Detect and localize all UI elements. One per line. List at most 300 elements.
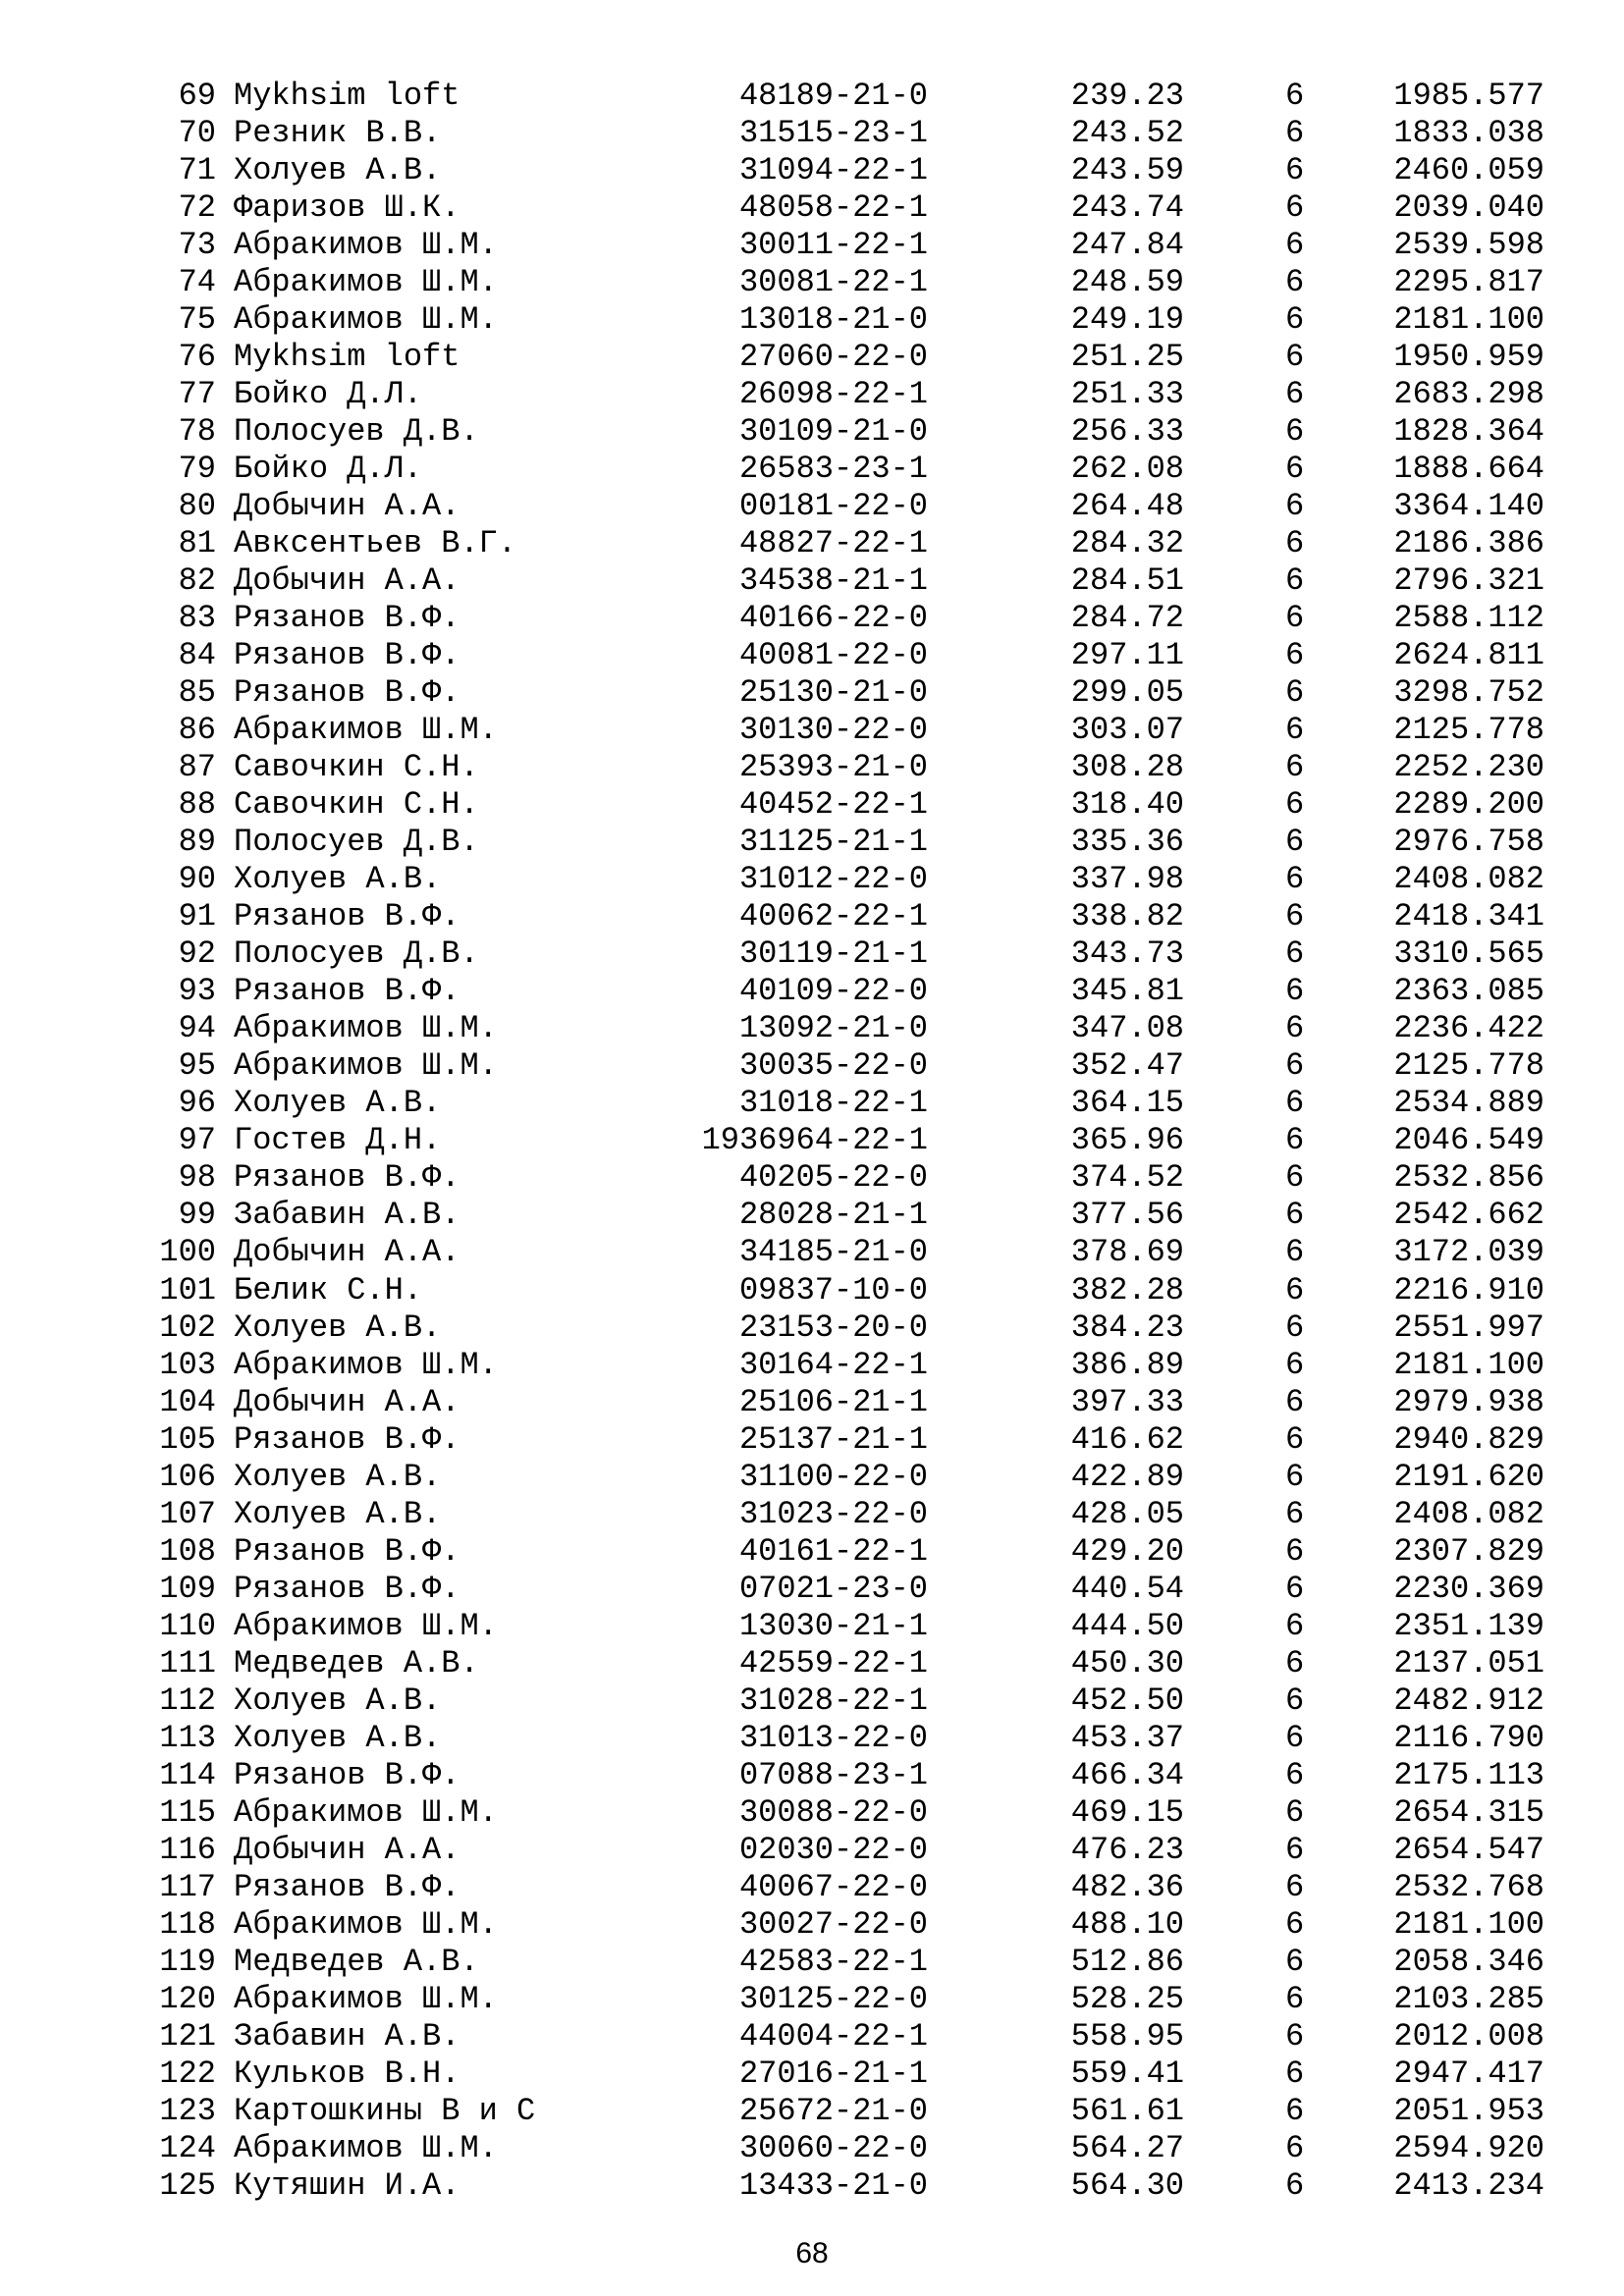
table-row [0,1384,1624,1421]
owner-name: Картошкины В и С [234,2092,536,2129]
amount-value: 2137.051 [1393,1644,1544,1682]
owner-name: Абракимов Ш.М. [234,1980,498,2017]
record-code: 28028-21-1 [738,1197,928,1234]
amount-value: 2307.829 [1393,1532,1544,1570]
record-code: 42583-22-1 [738,1943,928,1980]
owner-name: Абракимов Ш.М. [234,1793,498,1831]
category-value: 6 [1285,78,1305,114]
table-row [0,189,1624,227]
area-value: 284.32 [1070,525,1184,562]
amount-value: 3310.565 [1393,935,1544,973]
area-value: 428.05 [1070,1495,1184,1532]
table-row [0,525,1624,562]
record-code: 48058-22-1 [738,189,928,227]
area-value: 347.08 [1070,1010,1184,1047]
category-value: 6 [1285,1532,1305,1570]
area-value: 239.23 [1070,78,1184,114]
area-value: 297.11 [1070,637,1184,674]
table-row [0,264,1624,301]
table-row [0,1496,1624,1533]
row-number: 70 [178,115,216,152]
area-value: 452.50 [1070,1682,1184,1719]
category-value: 6 [1285,1644,1305,1682]
row-number: 99 [178,1197,216,1234]
table-row [0,376,1624,413]
category-value: 6 [1285,1234,1305,1271]
table-row [0,413,1624,451]
table-row [0,2056,1624,2093]
owner-name: Холуев А.В. [234,1085,442,1122]
table-row [0,1347,1624,1384]
owner-name: Кутяшин И.А. [234,2166,460,2204]
table-row [0,1085,1624,1122]
row-number: 106 [159,1458,216,1495]
area-value: 512.86 [1070,1943,1184,1980]
category-value: 6 [1285,600,1305,637]
owner-name: Рязанов В.Ф. [234,1420,460,1458]
row-number: 96 [178,1085,216,1122]
area-value: 251.33 [1070,376,1184,413]
row-number: 69 [178,78,216,114]
owner-name: Холуев А.В. [234,861,442,898]
row-number: 115 [159,1793,216,1831]
row-number: 101 [159,1271,216,1308]
amount-value: 2594.920 [1393,2129,1544,2166]
amount-value: 2191.620 [1393,1458,1544,1495]
area-value: 284.72 [1070,600,1184,637]
row-number: 75 [178,301,216,339]
table-row [0,2093,1624,2130]
owner-name: Рязанов В.Ф. [234,973,460,1010]
area-value: 482.36 [1070,1868,1184,1905]
row-number: 108 [159,1532,216,1570]
area-value: 561.61 [1070,2092,1184,2129]
record-code: 13030-21-1 [738,1607,928,1644]
area-value: 262.08 [1070,451,1184,488]
owner-name: Абракимов Ш.М. [234,1010,498,1047]
category-value: 6 [1285,339,1305,376]
amount-value: 2186.386 [1393,525,1544,562]
record-code: 31028-22-1 [738,1682,928,1719]
amount-value: 2351.139 [1393,1607,1544,1644]
table-row [0,824,1624,861]
amount-value: 2482.912 [1393,1682,1544,1719]
amount-value: 2051.953 [1393,2092,1544,2129]
amount-value: 2236.422 [1393,1010,1544,1047]
record-code: 40161-22-1 [738,1532,928,1570]
category-value: 6 [1285,637,1305,674]
amount-value: 2289.200 [1393,786,1544,824]
category-value: 6 [1285,1085,1305,1122]
owner-name: Холуев А.В. [234,1682,442,1719]
table-row [0,301,1624,339]
row-number: 103 [159,1346,216,1383]
category-value: 6 [1285,1010,1305,1047]
row-number: 102 [159,1308,216,1346]
record-code: 07021-23-0 [738,1570,928,1607]
owner-name: Рязанов В.Ф. [234,1532,460,1570]
row-number: 119 [159,1943,216,1980]
row-number: 71 [178,152,216,189]
amount-value: 1888.664 [1393,451,1544,488]
table-row [0,1944,1624,1981]
record-code: 1936964-22-1 [701,1122,928,1159]
record-code: 31012-22-0 [738,861,928,898]
area-value: 343.73 [1070,935,1184,973]
category-value: 6 [1285,1868,1305,1905]
record-code: 40452-22-1 [738,786,928,824]
row-number: 72 [178,189,216,227]
table-row [0,861,1624,898]
category-value: 6 [1285,1607,1305,1644]
amount-value: 2252.230 [1393,749,1544,786]
amount-value: 2408.082 [1393,1495,1544,1532]
row-number: 90 [178,861,216,898]
row-number: 94 [178,1010,216,1047]
owner-name: Бойко Д.Л. [234,376,423,413]
owner-name: Забавин А.В. [234,2017,460,2055]
category-value: 6 [1285,786,1305,824]
record-code: 27060-22-0 [738,339,928,376]
record-code: 31125-21-1 [738,824,928,861]
row-number: 89 [178,824,216,861]
record-code: 27016-21-1 [738,2055,928,2092]
category-value: 6 [1285,1831,1305,1868]
owner-name: Абракимов Ш.М. [234,1047,498,1085]
amount-value: 2460.059 [1393,152,1544,189]
row-number: 100 [159,1234,216,1271]
row-number: 109 [159,1570,216,1607]
area-value: 382.28 [1070,1271,1184,1308]
area-value: 466.34 [1070,1756,1184,1793]
table-row [0,1608,1624,1645]
owner-name: Добычин А.А. [234,1383,460,1420]
page-number: 68 [795,2237,829,2269]
owner-name: Абракимов Ш.М. [234,1346,498,1383]
data-table [0,78,1624,2205]
category-value: 6 [1285,376,1305,413]
table-row [0,562,1624,600]
row-number: 117 [159,1868,216,1905]
owner-name: Холуев А.В. [234,1719,442,1756]
amount-value: 2976.758 [1393,824,1544,861]
owner-name: Забавин А.В. [234,1197,460,1234]
record-code: 48827-22-1 [738,525,928,562]
category-value: 6 [1285,935,1305,973]
category-value: 6 [1285,1420,1305,1458]
amount-value: 1950.959 [1393,339,1544,376]
owner-name: Рязанов В.Ф. [234,1159,460,1197]
record-code: 26098-22-1 [738,376,928,413]
table-row [0,674,1624,712]
area-value: 256.33 [1070,413,1184,451]
area-value: 444.50 [1070,1607,1184,1644]
category-value: 6 [1285,189,1305,227]
amount-value: 2654.315 [1393,1793,1544,1831]
amount-value: 2654.547 [1393,1831,1544,1868]
amount-value: 2046.549 [1393,1122,1544,1159]
record-code: 30119-21-1 [738,935,928,973]
category-value: 6 [1285,2017,1305,2055]
area-value: 345.81 [1070,973,1184,1010]
area-value: 453.37 [1070,1719,1184,1756]
row-number: 78 [178,413,216,451]
amount-value: 2216.910 [1393,1271,1544,1308]
row-number: 111 [159,1644,216,1682]
owner-name: Фаризов Ш.К. [234,189,460,227]
row-number: 105 [159,1420,216,1458]
table-row [0,1533,1624,1571]
row-number: 98 [178,1159,216,1197]
record-code: 30130-22-0 [738,712,928,749]
owner-name: Рязанов В.Ф. [234,600,460,637]
category-value: 6 [1285,301,1305,339]
owner-name: Рязанов В.Ф. [234,1756,460,1793]
record-code: 07088-23-1 [738,1756,928,1793]
row-number: 91 [178,898,216,935]
amount-value: 1828.364 [1393,413,1544,451]
table-row [0,2130,1624,2167]
record-code: 00181-22-0 [738,488,928,525]
record-code: 31023-22-0 [738,1495,928,1532]
owner-name: Рязанов В.Ф. [234,674,460,712]
table-row [0,1757,1624,1794]
owner-name: Абракимов Ш.М. [234,2129,498,2166]
area-value: 251.25 [1070,339,1184,376]
area-value: 488.10 [1070,1905,1184,1943]
record-code: 40205-22-0 [738,1159,928,1197]
record-code: 30027-22-0 [738,1905,928,1943]
amount-value: 3364.140 [1393,488,1544,525]
category-value: 6 [1285,2055,1305,2092]
row-number: 85 [178,674,216,712]
category-value: 6 [1285,898,1305,935]
area-value: 308.28 [1070,749,1184,786]
category-value: 6 [1285,451,1305,488]
category-value: 6 [1285,1980,1305,2017]
area-value: 243.52 [1070,115,1184,152]
record-code: 13433-21-0 [738,2166,928,2204]
record-code: 42559-22-1 [738,1644,928,1682]
amount-value: 2539.598 [1393,227,1544,264]
table-row [0,2167,1624,2205]
owner-name: Бойко Д.Л. [234,451,423,488]
owner-name: Савочкин С.Н. [234,786,479,824]
area-value: 440.54 [1070,1570,1184,1607]
amount-value: 2624.811 [1393,637,1544,674]
category-value: 6 [1285,1308,1305,1346]
category-value: 6 [1285,1682,1305,1719]
amount-value: 2125.778 [1393,1047,1544,1085]
area-value: 248.59 [1070,264,1184,301]
table-row [0,227,1624,264]
row-number: 82 [178,562,216,600]
table-row [0,1197,1624,1234]
category-value: 6 [1285,1719,1305,1756]
area-value: 364.15 [1070,1085,1184,1122]
owner-name: Добычин А.А. [234,1831,460,1868]
row-number: 107 [159,1495,216,1532]
category-value: 6 [1285,525,1305,562]
area-value: 397.33 [1070,1383,1184,1420]
category-value: 6 [1285,1346,1305,1383]
owner-name: Абракимов Ш.М. [234,301,498,339]
row-number: 112 [159,1682,216,1719]
table-row [0,786,1624,824]
table-row [0,1159,1624,1197]
category-value: 6 [1285,1943,1305,1980]
record-code: 48189-21-0 [738,78,928,114]
owner-name: Холуев А.В. [234,152,442,189]
area-value: 558.95 [1070,2017,1184,2055]
amount-value: 2175.113 [1393,1756,1544,1793]
owner-name: Добычин А.А. [234,562,460,600]
record-code: 31515-23-1 [738,115,928,152]
category-value: 6 [1285,1756,1305,1793]
record-code: 13018-21-0 [738,301,928,339]
table-row [0,488,1624,525]
area-value: 378.69 [1070,1234,1184,1271]
row-number: 118 [159,1905,216,1943]
record-code: 31094-22-1 [738,152,928,189]
table-row [0,1571,1624,1608]
category-value: 6 [1285,1570,1305,1607]
amount-value: 1985.577 [1393,78,1544,114]
record-code: 30035-22-0 [738,1047,928,1085]
table-row [0,1906,1624,1944]
area-value: 377.56 [1070,1197,1184,1234]
row-number: 97 [178,1122,216,1159]
category-value: 6 [1285,264,1305,301]
amount-value: 2532.856 [1393,1159,1544,1197]
table-row [0,1869,1624,1906]
row-number: 81 [178,525,216,562]
category-value: 6 [1285,2129,1305,2166]
table-row [0,1234,1624,1271]
table-row [0,451,1624,488]
area-value: 450.30 [1070,1644,1184,1682]
category-value: 6 [1285,1458,1305,1495]
amount-value: 2230.369 [1393,1570,1544,1607]
amount-value: 2116.790 [1393,1719,1544,1756]
record-code: 09837-10-0 [738,1271,928,1308]
owner-name: Авксентьев В.Г. [234,525,517,562]
record-code: 44004-22-1 [738,2017,928,2055]
owner-name: Добычин А.А. [234,1234,460,1271]
row-number: 80 [178,488,216,525]
area-value: 247.84 [1070,227,1184,264]
category-value: 6 [1285,1271,1305,1308]
owner-name: Рязанов В.Ф. [234,1868,460,1905]
area-value: 335.36 [1070,824,1184,861]
owner-name: Добычин А.А. [234,488,460,525]
category-value: 6 [1285,1047,1305,1085]
owner-name: Mykhsim loft [234,339,460,376]
row-number: 95 [178,1047,216,1085]
table-row [0,115,1624,152]
row-number: 121 [159,2017,216,2055]
owner-name: Медведев А.В. [234,1644,479,1682]
record-code: 40081-22-0 [738,637,928,674]
amount-value: 2295.817 [1393,264,1544,301]
owner-name: Холуев А.В. [234,1308,442,1346]
amount-value: 3298.752 [1393,674,1544,712]
amount-value: 2125.778 [1393,712,1544,749]
amount-value: 2039.040 [1393,189,1544,227]
area-value: 422.89 [1070,1458,1184,1495]
row-number: 83 [178,600,216,637]
table-row [0,1459,1624,1496]
row-number: 116 [159,1831,216,1868]
amount-value: 1833.038 [1393,115,1544,152]
table-row [0,152,1624,189]
table-row [0,1682,1624,1720]
table-row [0,1421,1624,1459]
row-number: 92 [178,935,216,973]
owner-name: Абракимов Ш.М. [234,227,498,264]
row-number: 110 [159,1607,216,1644]
table-row [0,1981,1624,2018]
owner-name: Рязанов В.Ф. [234,1570,460,1607]
record-code: 25393-21-0 [738,749,928,786]
category-value: 6 [1285,562,1305,600]
amount-value: 2588.112 [1393,600,1544,637]
record-code: 30088-22-0 [738,1793,928,1831]
area-value: 284.51 [1070,562,1184,600]
amount-value: 2363.085 [1393,973,1544,1010]
row-number: 76 [178,339,216,376]
category-value: 6 [1285,1197,1305,1234]
area-value: 559.41 [1070,2055,1184,2092]
record-code: 30109-21-0 [738,413,928,451]
owner-name: Абракимов Ш.М. [234,1905,498,1943]
row-number: 104 [159,1383,216,1420]
area-value: 299.05 [1070,674,1184,712]
area-value: 318.40 [1070,786,1184,824]
amount-value: 3172.039 [1393,1234,1544,1271]
category-value: 6 [1285,1159,1305,1197]
record-code: 23153-20-0 [738,1308,928,1346]
owner-name: Полосуев Д.В. [234,824,479,861]
row-number: 74 [178,264,216,301]
area-value: 264.48 [1070,488,1184,525]
owner-name: Полосуев Д.В. [234,413,479,451]
category-value: 6 [1285,824,1305,861]
category-value: 6 [1285,1383,1305,1420]
row-number: 84 [178,637,216,674]
amount-value: 2408.082 [1393,861,1544,898]
table-row [0,637,1624,674]
owner-name: Белик С.Н. [234,1271,423,1308]
amount-value: 2534.889 [1393,1085,1544,1122]
category-value: 6 [1285,1905,1305,1943]
row-number: 125 [159,2166,216,2204]
owner-name: Резник В.В. [234,115,442,152]
area-value: 528.25 [1070,1980,1184,2017]
record-code: 30081-22-1 [738,264,928,301]
table-row [0,973,1624,1010]
amount-value: 2181.100 [1393,1346,1544,1383]
row-number: 93 [178,973,216,1010]
owner-name: Холуев А.В. [234,1458,442,1495]
amount-value: 2551.997 [1393,1308,1544,1346]
owner-name: Кульков В.Н. [234,2055,460,2092]
table-row [0,935,1624,973]
record-code: 40067-22-0 [738,1868,928,1905]
table-row [0,600,1624,637]
area-value: 352.47 [1070,1047,1184,1085]
category-value: 6 [1285,1793,1305,1831]
